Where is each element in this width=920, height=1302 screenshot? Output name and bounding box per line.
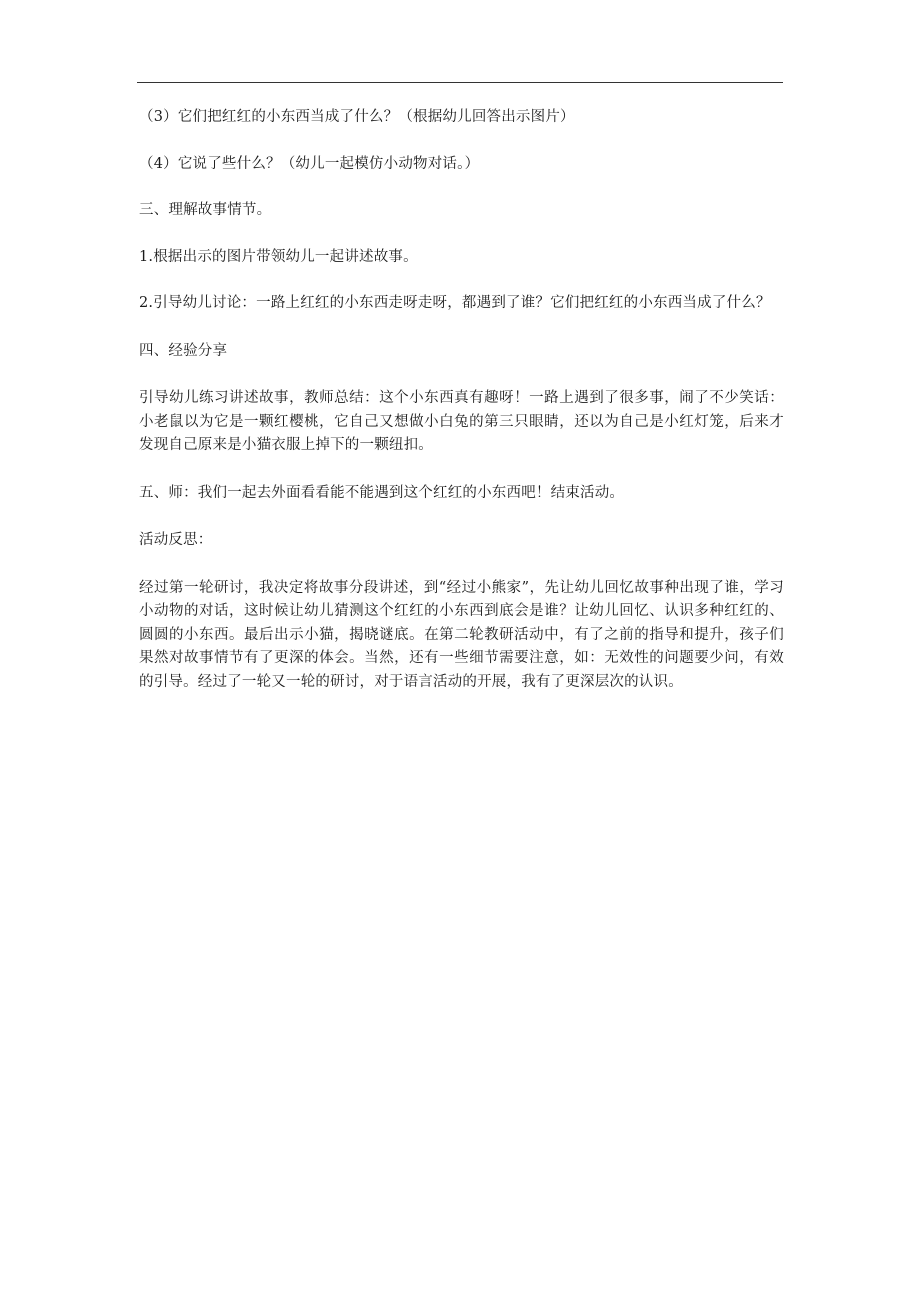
section-heading-3: 三、理解故事情节。 bbox=[139, 202, 272, 218]
header-rule bbox=[137, 82, 783, 83]
paragraph-question-3: （3）它们把红红的小东西当成了什么？（根据幼儿回答出示图片） bbox=[139, 109, 575, 125]
section-heading-5: 五、师：我们一起去外面看看能不能遇到这个红红的小东西吧！结束活动。 bbox=[139, 484, 625, 501]
paragraph-step-2: 2.引导幼儿讨论：一路上红红的小东西走呀走呀，都遇到了谁？它们把红红的小东西当成了什么？ bbox=[139, 295, 771, 311]
paragraph-summary: 引导幼儿练习讲述故事，教师总结：这个小东西真有趣呀！一路上遇到了很多事，闹了不少笑话：小老鼠以为它是一颗红樱桃，它自己又想做小白兔的第三只眼睛，还以为自己是小红灯笼，后来才发现自己原来是小猫衣服上掉下的一颗纽扣。 bbox=[139, 390, 784, 453]
document-body bbox=[139, 106, 784, 694]
paragraph-question-4: （4）它说了些什么？（幼儿一起模仿小动物对话。） bbox=[139, 155, 480, 172]
reflection-heading: 活动反思： bbox=[139, 532, 213, 548]
paragraph-reflection: 经过第一轮研讨，我决定将故事分段讲述，到“经过小熊家”，先让幼儿回忆故事种出现了谁，学习小动物的对话，这时候让幼儿猜测这个红红的小东西到底会是谁？让幼儿回忆、认识多种红红的、圆圆的小东西。最后出示小猫，揭晓谜底。在第二轮教研活动中，有了之前的指导和提升，孩子们果然对故事情节有了更深的体会。当然，还有一些细节需要注意，如：无效性的问题要少问，有效的引导。经过了一轮又一轮的研讨，对于语言活动的开展，我有了更深层次的认识。 bbox=[139, 579, 784, 690]
section-heading-4: 四、经验分享 bbox=[139, 342, 228, 359]
paragraph-step-1: 1.根据出示的图片带领幼儿一起讲述故事。 bbox=[139, 248, 418, 265]
